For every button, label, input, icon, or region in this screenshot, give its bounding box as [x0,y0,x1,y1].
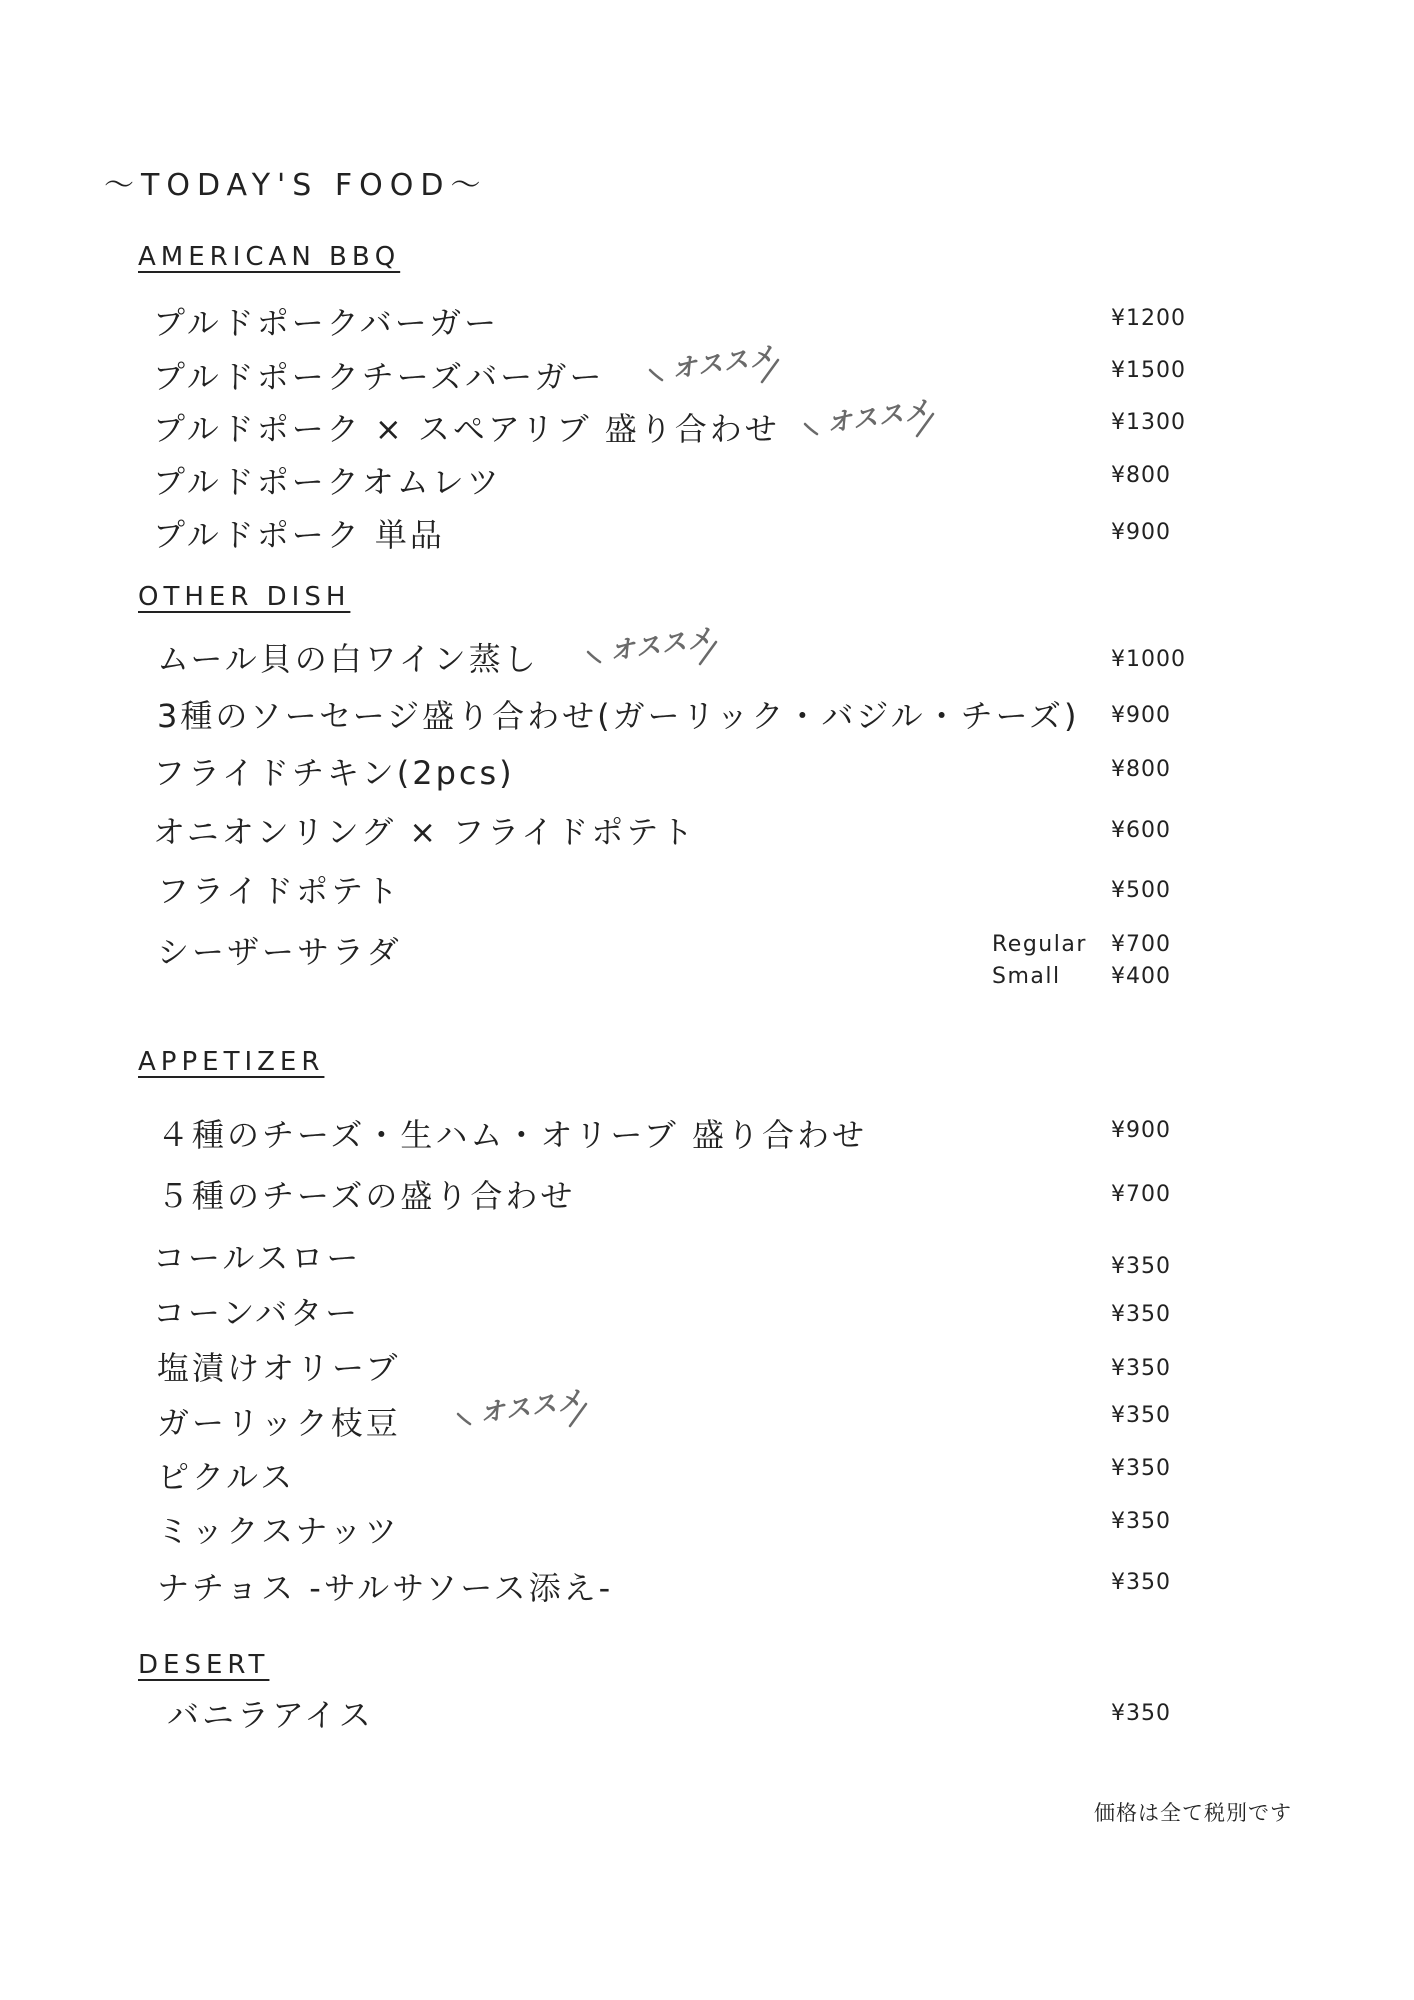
menu-item-price: ¥350 [1111,1403,1171,1428]
size-label-small: Small [992,964,1061,989]
menu-item-name: フライドチキン(2pcs) [153,754,515,792]
menu-item-name: プルドポークバーガー [153,304,500,342]
menu-item-price: ¥800 [1111,757,1171,782]
menu-item-price: ¥800 [1111,463,1171,488]
menu-item-name: コーンバター [153,1294,361,1332]
recommend-mark [456,1384,596,1436]
menu-item-name: オニオンリング × フライドポテト [153,813,697,851]
tax-note: 価格は全て税別です [1094,1801,1292,1825]
menu-item-price: ¥600 [1111,818,1171,843]
menu-item-price: ¥350 [1111,1254,1171,1279]
menu-item-name: 塩漬けオリーブ [157,1349,401,1387]
recommend-text: オススメ [670,340,777,384]
section-heading-desert: DESERT [138,1650,270,1680]
menu-item-price: ¥900 [1111,1118,1171,1143]
menu-item-name: プルドポークチーズバーガー [153,358,605,396]
menu-item-price: ¥1000 [1111,647,1186,672]
size-label-regular: Regular [992,932,1087,957]
menu-item-price: ¥350 [1111,1701,1171,1726]
menu-item-price: ¥700 [1111,1182,1171,1207]
menu-item-price: ¥400 [1111,964,1171,989]
menu-item-name: ミックスナッツ [157,1512,400,1550]
menu-item-name: ムール貝の白ワイン蒸し [157,640,539,678]
menu-item-name: プルドポークオムレツ [153,463,502,501]
menu-item-price: ¥350 [1111,1456,1171,1481]
menu-item-price: ¥350 [1111,1509,1171,1534]
section-heading-other-dish: OTHER DISH [138,582,351,612]
menu-item-name: ナチョス -サルサソース添え- [157,1569,614,1607]
recommend-mark [586,622,726,674]
menu-item-name: コールスロー [153,1239,362,1277]
menu-item-price: ¥700 [1111,932,1171,957]
menu-item-name: 3種のソーセージ盛り合わせ(ガーリック・バジル・チーズ) [157,697,1080,735]
menu-item-name: シーザーサラダ [157,933,402,971]
menu-item-price: ¥1500 [1111,358,1186,383]
menu-item-name: ピクルス [157,1458,296,1496]
menu-title: 〜TODAY'S FOOD〜 [104,168,488,203]
menu-item-price: ¥350 [1111,1356,1171,1381]
menu-item-price: ¥900 [1111,520,1171,545]
menu-item-name: フライドポテト [157,872,402,910]
menu-item-price: ¥350 [1111,1570,1171,1595]
section-heading-american-bbq: AMERICAN BBQ [138,242,401,272]
recommend-text: オススメ [825,394,932,438]
menu-item-price: ¥900 [1111,703,1171,728]
recommend-mark [648,340,788,392]
menu-item-price: ¥1200 [1111,306,1186,331]
menu-item-price: ¥1300 [1111,410,1186,435]
menu-item-price: ¥350 [1111,1302,1171,1327]
menu-item-name: ５種のチーズの盛り合わせ [157,1177,576,1215]
menu-item-name: ガーリック枝豆 [157,1404,401,1442]
menu-item-price: ¥500 [1111,878,1171,903]
recommend-mark [803,394,943,446]
menu-item-name: プルドポーク × スペアリブ 盛り合わせ [153,410,780,448]
menu-item-name: ４種のチーズ・生ハム・オリーブ 盛り合わせ [157,1116,867,1154]
menu-item-name: バニラアイス [167,1696,374,1734]
section-heading-appetizer: APPETIZER [138,1047,325,1077]
recommend-text: オススメ [478,1384,585,1428]
recommend-text: オススメ [608,622,715,666]
menu-item-name: プルドポーク 単品 [153,516,445,554]
